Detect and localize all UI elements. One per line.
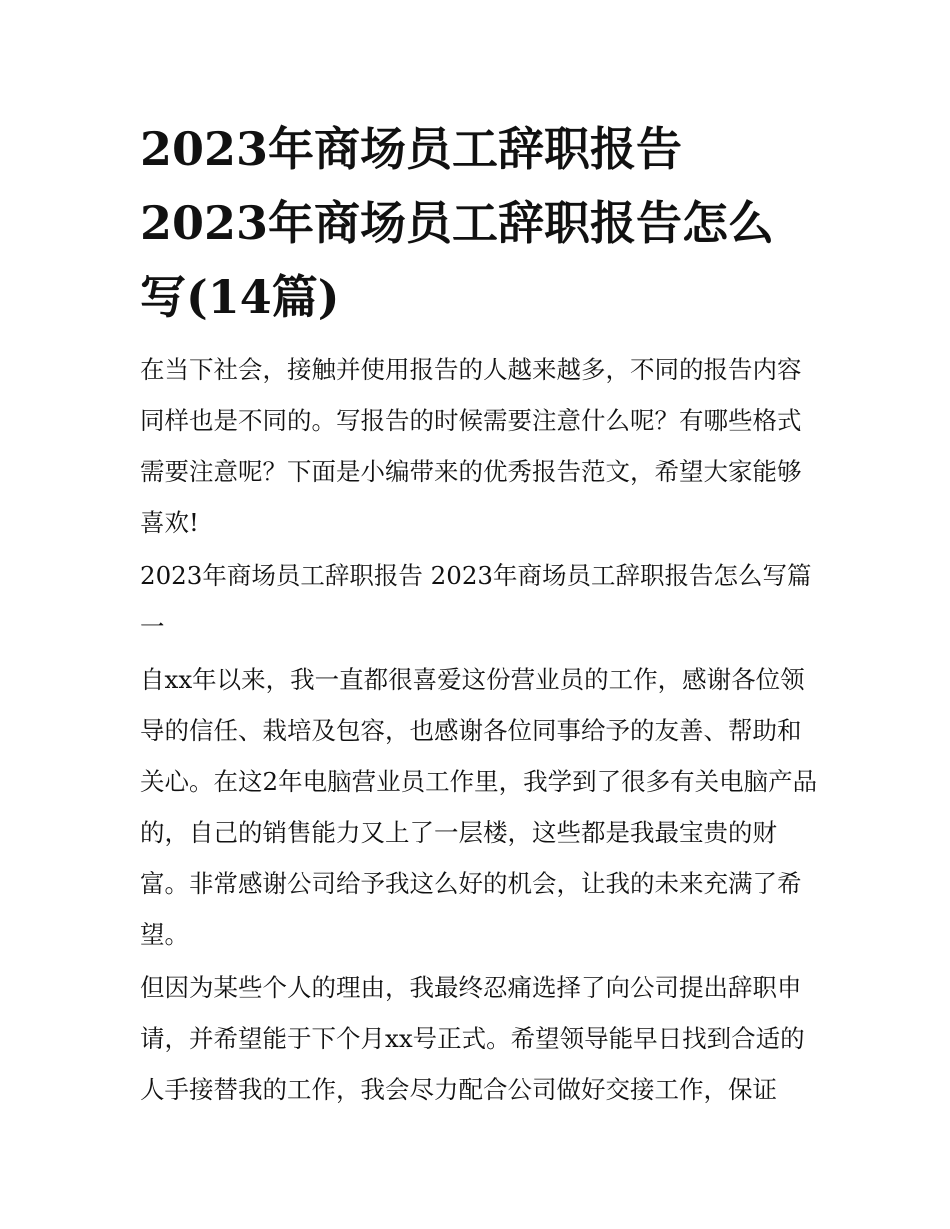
intro-paragraph: 在当下社会，接触并使用报告的人越来越多，不同的报告内容同样也是不同的。写报告的时候需要注意什么呢？有哪些格式需要注意呢？下面是小编带来的优秀报告范文，希望大家能够喜欢! (140, 355, 802, 537)
document-body (140, 112, 820, 1115)
title-line-2: 2023年商场员工辞职报告怎么 (140, 196, 775, 250)
title-line-1: 2023年商场员工辞职报告 (140, 122, 683, 176)
document-title (140, 112, 820, 334)
section-heading: 2023年商场员工辞职报告 2023年商场员工辞职报告怎么写篇一 (140, 561, 812, 641)
body-paragraph-2: 但因为某些个人的理由，我最终忍痛选择了向公司提出辞职申请，并希望能于下个月xx号正式。希望领导能早日找到合适的人手接替我的工作，我会尽力配合公司做好交接工作，保证 (140, 973, 805, 1104)
body-paragraph-1: 自xx年以来，我一直都很喜爱这份营业员的工作，感谢各位领导的信任、栽培及包容，也感谢各位同事给予的友善、帮助和关心。在这2年电脑营业员工作里，我学到了很多有关电脑产品的，自己的销售能力又上了一层楼，这些都是我最宝贵的财富。非常感谢公司给予我这么好的机会，让我的未来充满了希望。 (140, 665, 818, 949)
title-line-3: 写(14篇) (140, 270, 340, 324)
